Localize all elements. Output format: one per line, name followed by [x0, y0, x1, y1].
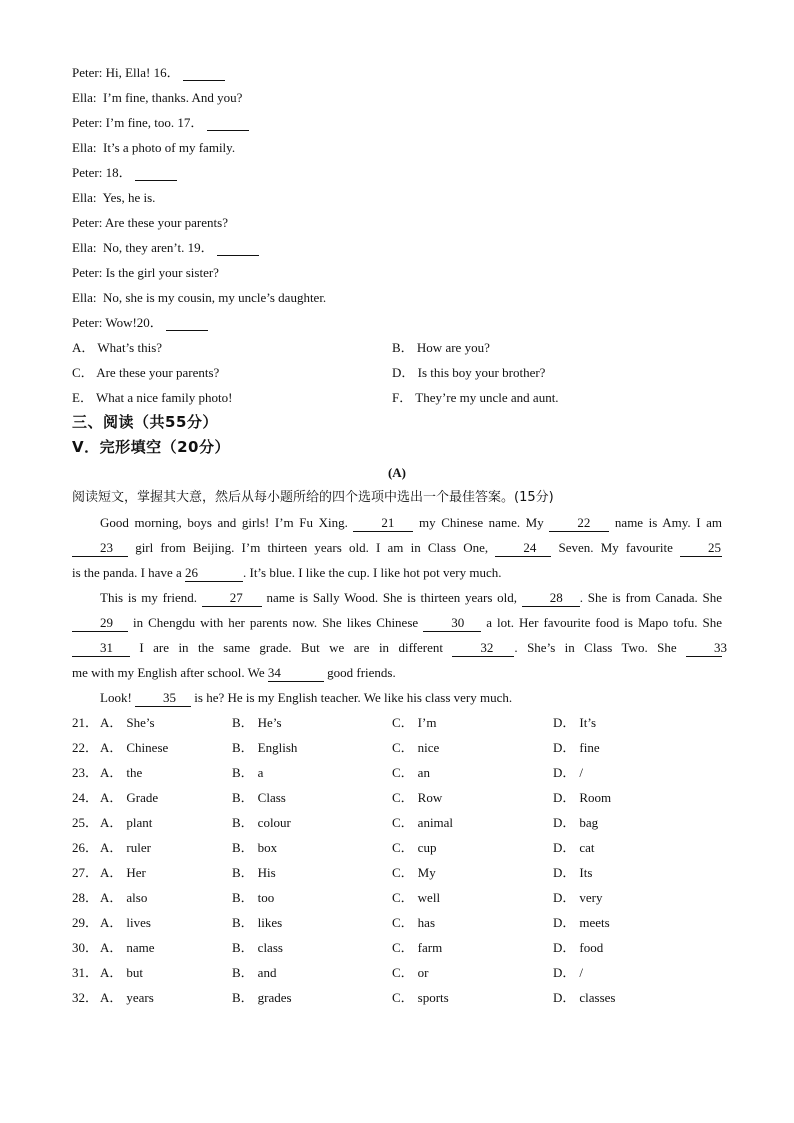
answer-option-c[interactable] [392, 810, 453, 835]
option-text: years [126, 990, 154, 1005]
passage-text: in Chengdu with her parents now. She likes Chinese [133, 615, 419, 630]
answer-option-a[interactable] [100, 985, 154, 1010]
option-letter: A． [100, 815, 123, 830]
option-text: likes [257, 915, 283, 930]
option-letter: E． [72, 390, 93, 405]
passage-text: good friends. [327, 665, 396, 680]
option-text: but [126, 965, 144, 980]
answer-option-b[interactable] [232, 760, 263, 785]
option-text: well [417, 890, 441, 905]
question-number: 24． [72, 790, 99, 805]
option-letter: A． [100, 965, 123, 980]
passage-text: Seven. My favourite [558, 540, 673, 555]
passage-paragraph [72, 585, 728, 660]
answer-blank[interactable] [217, 241, 259, 256]
option-letter: C． [392, 815, 414, 830]
option-text: too [257, 890, 275, 905]
dialogue-line [72, 310, 208, 335]
option-text: very [579, 890, 603, 905]
option-text: and [257, 965, 277, 980]
option-text: also [126, 890, 148, 905]
option-text: colour [257, 815, 291, 830]
question-number: 31． [72, 965, 99, 980]
dialogue-text: It’s a photo of my family. [103, 140, 236, 155]
dialogue-option [72, 385, 232, 410]
answer-option-c[interactable] [392, 960, 429, 985]
option-letter: C． [392, 915, 414, 930]
dialogue-option [392, 335, 490, 360]
option-letter: B． [232, 715, 254, 730]
option-text: name [126, 940, 155, 955]
answer-option-b[interactable] [232, 885, 274, 910]
answer-option-d[interactable] [553, 860, 592, 885]
section-heading: V．完形填空（20分） [72, 438, 230, 456]
option-text: has [417, 915, 436, 930]
option-text: She’s [126, 715, 155, 730]
question-number: 28． [72, 890, 99, 905]
answer-option-a[interactable] [100, 785, 158, 810]
speaker: Peter: [72, 65, 103, 80]
option-letter: C． [392, 890, 414, 905]
passage-paragraph [72, 685, 722, 710]
option-letter: C． [392, 865, 414, 880]
answer-option-c[interactable] [392, 885, 440, 910]
option-letter: A． [100, 940, 123, 955]
dialogue-text: Is the girl your sister? [105, 265, 219, 280]
dialogue-line [72, 160, 177, 185]
option-text: bag [579, 815, 599, 830]
passage-text: girl from Beijing. I’m thirteen years old. I am in Class One, [135, 540, 489, 555]
speaker: Ella: [72, 90, 97, 105]
option-letter: D． [553, 765, 576, 780]
passage-text: . It’s blue. I like the cup. I like hot pot very much. [242, 565, 502, 580]
answer-option-a[interactable] [100, 935, 155, 960]
option-text: cat [579, 840, 595, 855]
answer-blank[interactable]: 34 [268, 665, 324, 682]
dialogue-option [72, 335, 162, 360]
question-number: 22． [72, 740, 99, 755]
dialogue-option [72, 360, 219, 385]
question-number: 20． [136, 315, 163, 330]
answer-option-c[interactable] [392, 735, 439, 760]
passage-text: a lot. Her favourite food is Mapo tofu. She [486, 615, 722, 630]
dialogue-option [392, 385, 559, 410]
option-letter: B． [232, 790, 254, 805]
dialogue-line [72, 260, 219, 285]
option-text: classes [579, 990, 616, 1005]
option-text: an [417, 765, 430, 780]
answer-blank[interactable]: 23 [72, 540, 128, 557]
option-letter: A． [100, 990, 123, 1005]
answer-option-b[interactable] [232, 910, 282, 935]
option-text: How are you? [416, 340, 490, 355]
option-letter: D． [553, 940, 576, 955]
option-text: What a nice family photo! [95, 390, 233, 405]
question-number: 16． [153, 65, 180, 80]
answer-option-d[interactable] [553, 810, 598, 835]
option-text: English [257, 740, 298, 755]
dialogue-text: Wow! [105, 315, 137, 330]
answer-option-a[interactable] [100, 860, 146, 885]
dialogue-line [72, 185, 155, 210]
option-text: plant [126, 815, 153, 830]
dialogue-text: No, she is my cousin, my uncle’s daughter. [103, 290, 327, 305]
option-letter: B． [232, 740, 254, 755]
question-number: 26． [72, 840, 99, 855]
answer-option-d[interactable] [553, 985, 616, 1010]
option-letter: C． [392, 740, 414, 755]
answer-blank[interactable] [166, 316, 208, 331]
answer-option-d[interactable] [553, 910, 610, 935]
passage-text: name is Sally Wood. She is thirteen years old, [266, 590, 518, 605]
option-text: farm [417, 940, 443, 955]
answer-blank[interactable] [207, 116, 249, 131]
option-text: He’s [257, 715, 282, 730]
question-number: 18． [105, 165, 132, 180]
question-number: 21． [72, 715, 99, 730]
option-text: They’re my uncle and aunt. [415, 390, 559, 405]
answer-option-a[interactable] [100, 735, 168, 760]
speaker: Peter: [72, 215, 103, 230]
dialogue-line [72, 110, 249, 135]
dialogue-option [392, 360, 545, 385]
option-letter: C． [392, 840, 414, 855]
answer-blank[interactable]: 21 [353, 515, 413, 532]
option-letter: B． [232, 890, 254, 905]
option-letter: A． [100, 765, 123, 780]
answer-option-b[interactable] [232, 735, 297, 760]
passage-text: my Chinese name. My [419, 515, 544, 530]
option-letter: D． [553, 790, 576, 805]
answer-blank[interactable] [183, 66, 225, 81]
option-text: ruler [126, 840, 151, 855]
dialogue-line [72, 60, 225, 85]
option-letter: D． [392, 365, 415, 380]
option-text: animal [417, 815, 454, 830]
question-number: 32． [72, 990, 99, 1005]
answer-blank[interactable]: 33 [686, 640, 722, 657]
option-letter: B． [232, 865, 254, 880]
passage-text: name is Amy. I am [614, 515, 722, 530]
answer-option-b[interactable] [232, 810, 291, 835]
option-letter: B． [392, 340, 414, 355]
answer-option-c[interactable] [392, 760, 430, 785]
option-letter: C． [72, 365, 94, 380]
speaker: Ella: [72, 140, 97, 155]
section-heading: 三、阅读（共55分） [72, 413, 218, 431]
dialogue-text: No, they aren’t. [103, 240, 185, 255]
passage-text: is the panda. I have a [72, 565, 182, 580]
option-letter: C． [392, 790, 414, 805]
dialogue-line [72, 235, 259, 260]
answer-option-d[interactable] [553, 835, 595, 860]
instruction-text: 阅读短文，掌握其大意，然后从每小题所给的四个选项中选出一个最佳答案。(15分) [72, 490, 554, 505]
option-text: the [126, 765, 143, 780]
dialogue-text: I’m fine, thanks. And you? [103, 90, 243, 105]
option-text: cup [417, 840, 437, 855]
option-text: food [579, 940, 604, 955]
option-letter: D． [553, 865, 576, 880]
passage-text: Look! [100, 690, 132, 705]
speaker: Ella: [72, 240, 97, 255]
answer-blank[interactable]: 31 [72, 640, 130, 657]
option-letter: C． [392, 990, 414, 1005]
dialogue-text: Hi, Ella! [105, 65, 151, 80]
option-letter: A． [100, 915, 123, 930]
answer-option-a[interactable] [100, 835, 151, 860]
option-text: class [257, 940, 283, 955]
answer-blank[interactable]: 27 [202, 590, 262, 607]
answer-option-c[interactable] [392, 835, 436, 860]
option-letter: B． [232, 940, 254, 955]
question-number: 23． [72, 765, 99, 780]
option-letter: A． [100, 840, 123, 855]
option-letter: A． [100, 890, 123, 905]
speaker: Peter: [72, 165, 103, 180]
question-number: 27． [72, 865, 99, 880]
option-letter: A． [100, 865, 123, 880]
option-letter: D． [553, 965, 576, 980]
option-letter: C． [392, 715, 414, 730]
option-text: Chinese [126, 740, 169, 755]
option-letter: D． [553, 715, 576, 730]
dialogue-line [72, 285, 326, 310]
answer-option-a[interactable] [100, 710, 155, 735]
dialogue-line [72, 85, 242, 110]
passage-paragraph [72, 510, 722, 560]
option-text: I’m [417, 715, 437, 730]
answer-option-b[interactable] [232, 960, 276, 985]
answer-option-b[interactable] [232, 835, 277, 860]
answer-option-b[interactable] [232, 935, 283, 960]
option-text: Is this boy your brother? [417, 365, 546, 380]
option-text: sports [417, 990, 449, 1005]
option-letter: D． [553, 890, 576, 905]
question-number: 25． [72, 815, 99, 830]
option-text: nice [417, 740, 440, 755]
option-letter: B． [232, 990, 254, 1005]
answer-option-d[interactable] [553, 735, 600, 760]
answer-option-c[interactable] [392, 910, 435, 935]
speaker: Peter: [72, 115, 103, 130]
answer-blank[interactable]: 22 [549, 515, 609, 532]
answer-option-b[interactable] [232, 785, 286, 810]
speaker: Peter: [72, 315, 103, 330]
option-letter: A． [72, 340, 95, 355]
answer-blank[interactable]: 26 [185, 565, 243, 582]
option-letter: D． [553, 915, 576, 930]
answer-option-a[interactable] [100, 960, 143, 985]
option-letter: A． [100, 740, 123, 755]
passage-paragraph [72, 560, 722, 585]
answer-blank[interactable]: 25 [680, 540, 722, 557]
answer-blank[interactable]: 28 [522, 590, 580, 607]
answer-blank[interactable]: 30 [423, 615, 481, 632]
option-text: or [417, 965, 429, 980]
passage-text: I are in the same grade. But we are in different [139, 640, 443, 655]
answer-blank[interactable]: 32 [452, 640, 514, 657]
option-text: Class [257, 790, 286, 805]
speaker: Peter: [72, 265, 103, 280]
passage-text: . She is from Canada. She [579, 590, 723, 605]
option-text: My [417, 865, 436, 880]
option-letter: B． [232, 765, 254, 780]
answer-option-b[interactable] [232, 860, 276, 885]
dialogue-text: Yes, he is. [102, 190, 156, 205]
option-letter: C． [392, 765, 414, 780]
option-text: box [257, 840, 278, 855]
question-number: 29． [72, 915, 99, 930]
passage-text: . She’s in Class Two. She [514, 640, 677, 655]
answer-option-a[interactable] [100, 910, 151, 935]
answer-option-c[interactable] [392, 935, 442, 960]
option-text: grades [257, 990, 292, 1005]
answer-option-a[interactable] [100, 810, 152, 835]
option-letter: A． [100, 715, 123, 730]
answer-option-c[interactable] [392, 785, 442, 810]
answer-option-a[interactable] [100, 760, 142, 785]
answer-option-b[interactable] [232, 985, 292, 1010]
option-letter: F． [392, 390, 413, 405]
passage-text: is he? He is my English teacher. We like his class very much. [194, 690, 513, 705]
option-text: fine [579, 740, 600, 755]
answer-blank[interactable] [135, 166, 177, 181]
answer-option-d[interactable] [553, 960, 583, 985]
answer-option-d[interactable] [553, 760, 583, 785]
answer-option-b[interactable] [232, 710, 282, 735]
answer-blank[interactable]: 29 [72, 615, 128, 632]
option-text: Row [417, 790, 443, 805]
option-text: Room [579, 790, 612, 805]
answer-option-a[interactable] [100, 885, 147, 910]
option-letter: B． [232, 815, 254, 830]
option-letter: C． [392, 940, 414, 955]
answer-blank[interactable]: 24 [495, 540, 551, 557]
option-text: / [579, 965, 584, 980]
option-letter: D． [553, 990, 576, 1005]
option-text: It’s [579, 715, 597, 730]
option-letter: A． [100, 790, 123, 805]
question-number: 19． [187, 240, 214, 255]
option-text: What’s this? [97, 340, 163, 355]
answer-option-c[interactable] [392, 710, 436, 735]
dialogue-text: Are these your parents? [104, 215, 228, 230]
option-text: a [257, 765, 264, 780]
question-number: 17． [177, 115, 204, 130]
passage-text: This is my friend. [100, 590, 197, 605]
answer-option-d[interactable] [553, 785, 611, 810]
option-text: Its [579, 865, 593, 880]
passage-paragraph [72, 660, 722, 685]
option-letter: D． [553, 740, 576, 755]
passage-text: me with my English after school. We [72, 665, 265, 680]
option-text: / [579, 765, 584, 780]
dialogue-line [72, 210, 228, 235]
option-letter: B． [232, 965, 254, 980]
answer-option-d[interactable] [553, 885, 603, 910]
option-text: lives [126, 915, 151, 930]
option-letter: C． [392, 965, 414, 980]
question-number: 30． [72, 940, 99, 955]
speaker: Ella: [72, 190, 97, 205]
answer-blank[interactable]: 35 [135, 690, 191, 707]
option-letter: D． [553, 815, 576, 830]
dialogue-text: I’m fine, too. [105, 115, 175, 130]
option-letter: B． [232, 840, 254, 855]
dialogue-line [72, 135, 235, 160]
option-letter: D． [553, 840, 576, 855]
answer-option-d[interactable] [553, 935, 603, 960]
option-text: meets [579, 915, 610, 930]
passage-text: Good morning, boys and girls! I’m Fu Xing. [100, 515, 348, 530]
option-letter: B． [232, 915, 254, 930]
option-text: Grade [126, 790, 159, 805]
answer-option-c[interactable] [392, 985, 449, 1010]
speaker: Ella: [72, 290, 97, 305]
answer-option-d[interactable] [553, 710, 596, 735]
option-text: Her [126, 865, 146, 880]
answer-option-c[interactable] [392, 860, 436, 885]
option-text: His [257, 865, 276, 880]
part-label: (A) [387, 465, 407, 480]
option-text: Are these your parents? [96, 365, 220, 380]
